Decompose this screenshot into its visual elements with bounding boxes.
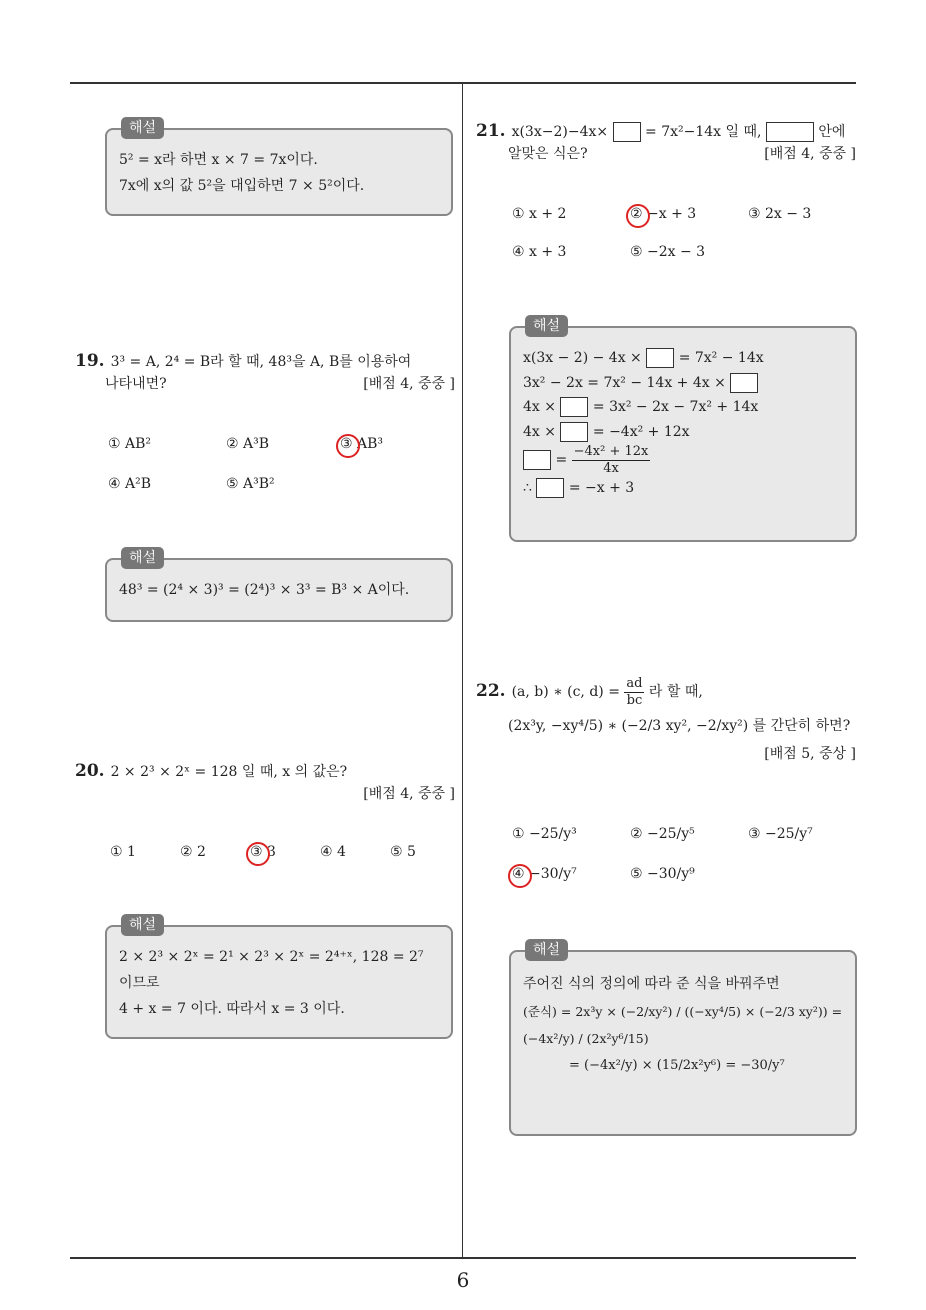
q22-def-a: (a, b) ∗ (c, d) = <box>511 684 620 701</box>
q19-choices <box>108 436 448 496</box>
q21-points: [배점 4, 중중 ] <box>764 146 856 163</box>
blank-box <box>536 478 564 498</box>
q20-solution-box <box>105 917 453 1039</box>
q22-question <box>476 676 856 766</box>
q21-answer-circle <box>626 204 650 228</box>
blank-box <box>560 422 588 442</box>
q21-sol-line5-eq: = <box>555 452 568 469</box>
q18-solution-box <box>105 120 453 216</box>
q21-text-line2: 알맞은 식은? <box>508 146 588 163</box>
q19-choice-5[interactable]: ⑤ A³B² <box>226 476 275 492</box>
column-divider <box>462 84 463 1258</box>
q21-sol-line6b: = −x + 3 <box>568 480 635 497</box>
q21-sol-line4a: 4x × <box>523 423 556 440</box>
q22-solution-line1: 주어진 식의 정의에 따라 준 식을 바꿔주면 <box>523 976 780 992</box>
q21-sol-line1b: = 7x² − 14x <box>678 350 764 366</box>
q21-choice-5[interactable]: ⑤ −2x − 3 <box>630 244 706 260</box>
q19-question <box>75 348 455 396</box>
q20-solution-line1: 2 × 2³ × 2ˣ = 2¹ × 2³ × 2ˣ = 2⁴⁺ˣ, 128 = 2⁷ <box>119 949 424 965</box>
q22-choices <box>512 826 852 886</box>
q19-choice-4[interactable]: ④ A²B <box>108 476 152 492</box>
q22-expression: (2x³y, −xy⁴/5) ∗ (−2/3 xy², −2/xy²) <box>508 718 749 735</box>
q21-sol-line3a: 4x × <box>523 399 556 415</box>
top-rule <box>70 82 856 84</box>
bottom-rule <box>70 1257 856 1259</box>
blank-box <box>646 348 674 368</box>
solution-tag: 해설 <box>525 939 568 961</box>
q22-choice-5[interactable]: ⑤ −30/y⁹ <box>630 866 695 882</box>
q21-blank-box <box>613 122 641 142</box>
blank-box <box>730 373 758 393</box>
q20-points: [배점 4, 중중 ] <box>363 786 455 803</box>
q19-text-line1: 3³ = A, 2⁴ = B라 할 때, 48³을 A, B를 이용하여 <box>110 354 412 370</box>
page-number: 6 <box>456 1268 470 1292</box>
q22-solution-last: = (−4x²/y) × (15/2x²y⁶) = −30/y⁷ <box>569 1057 785 1073</box>
q20-question <box>75 758 455 806</box>
q19-number: 19. <box>75 351 105 371</box>
q19-choice-2[interactable]: ② A³B <box>226 436 270 452</box>
q21-sol-line2a: 3x² − 2x = 7x² − 14x + 4x × <box>523 374 726 391</box>
q21-text-b: = 7x²−14x 일 때, <box>645 124 762 140</box>
solution-tag: 해설 <box>121 547 164 569</box>
q21-sol-line4b: = −4x² + 12x <box>592 423 690 440</box>
q22-solution-main: = 2x³y × (−2/xy²) / ((−xy⁴/5) × (−2/3 xy²)) = (−4x²/y) / (2x²y⁶/15) <box>523 1004 843 1046</box>
q21-sol-line3b: = 3x² − 2x − 7x² + 14x <box>592 399 759 415</box>
q22-def-b: 라 할 때, <box>648 684 703 701</box>
q18-solution-line2: 7x에 x의 값 5²을 대입하면 7 × 5²이다. <box>119 177 365 194</box>
q20-text: 2 × 2³ × 2ˣ = 128 일 때, x 의 값은? <box>110 764 348 780</box>
q19-choice-3[interactable]: ③ AB³ <box>340 436 384 452</box>
q21-question <box>476 118 856 166</box>
q19-text-line2: 나타내면? <box>105 376 167 393</box>
q21-text-a: x(3x−2)−4x× <box>511 124 609 140</box>
q22-points: [배점 5, 중상 ] <box>764 745 856 762</box>
q21-choice-4[interactable]: ④ x + 3 <box>512 244 567 260</box>
solution-tag: 해설 <box>121 117 164 139</box>
solution-tag: 해설 <box>121 914 164 936</box>
q20-choice-1[interactable]: ① 1 <box>110 844 136 860</box>
solution-tag: 해설 <box>525 315 568 337</box>
q19-solution-box <box>105 550 453 622</box>
q20-solution-line2: 이므로 <box>119 974 160 991</box>
q19-choice-1[interactable]: ① AB² <box>108 436 152 452</box>
q19-solution-line: 48³ = (2⁴ × 3)³ = (2⁴)³ × 3³ = B³ × A이다. <box>119 582 410 598</box>
q20-number: 20. <box>75 761 105 781</box>
q22-choice-3[interactable]: ③ −25/y⁷ <box>748 826 813 842</box>
q22-number: 22. <box>476 681 506 702</box>
q20-choice-2[interactable]: ② 2 <box>180 844 206 860</box>
q21-choice-2[interactable]: ② −x + 3 <box>630 206 697 222</box>
q19-answer-circle <box>336 434 360 458</box>
fraction-denominator: bc <box>626 692 643 708</box>
q21-choices <box>512 206 852 266</box>
q20-choice-4[interactable]: ④ 4 <box>320 844 346 860</box>
q22-choice-2[interactable]: ② −25/y⁵ <box>630 826 695 842</box>
q21-sol-line1a: x(3x − 2) − 4x × <box>523 350 642 366</box>
q22-solution-box <box>509 942 857 1136</box>
fraction-numerator: −4x² + 12x <box>573 444 649 459</box>
blank-box <box>523 450 551 470</box>
q21-solution-box <box>509 318 857 542</box>
q22-def-fraction <box>624 676 644 708</box>
q21-sol-fraction <box>572 444 651 476</box>
q20-choice-5[interactable]: ⑤ 5 <box>390 844 416 860</box>
q21-choice-3[interactable]: ③ 2x − 3 <box>748 206 812 222</box>
q18-solution-line1: 5² = x라 하면 x × 7 = 7x이다. <box>119 152 318 168</box>
q20-choices <box>110 844 450 868</box>
q22-answer-circle <box>508 864 532 888</box>
q21-number: 21. <box>476 121 506 141</box>
q22-choice-4[interactable]: ④ −30/y⁷ <box>512 866 577 882</box>
q21-blank-box-wide <box>766 122 814 142</box>
q21-choice-1[interactable]: ① x + 2 <box>512 206 567 222</box>
q21-text-c: 안에 <box>818 124 846 140</box>
q20-solution-line3: 4 + x = 7 이다. 따라서 x = 3 이다. <box>119 1000 345 1017</box>
q21-sol-therefore: ∴ <box>523 480 532 497</box>
q19-points: [배점 4, 중중 ] <box>363 376 455 393</box>
fraction-numerator: ad <box>626 676 643 691</box>
q20-choice-3[interactable]: ③ 3 <box>250 844 276 860</box>
q22-choice-1[interactable]: ① −25/y³ <box>512 826 577 842</box>
q20-answer-circle <box>246 842 270 866</box>
blank-box <box>560 397 588 417</box>
q22-solution-label: (준식) <box>523 1004 557 1020</box>
fraction-denominator: 4x <box>603 460 619 476</box>
q22-expression-tail: 를 간단히 하면? <box>752 718 851 735</box>
